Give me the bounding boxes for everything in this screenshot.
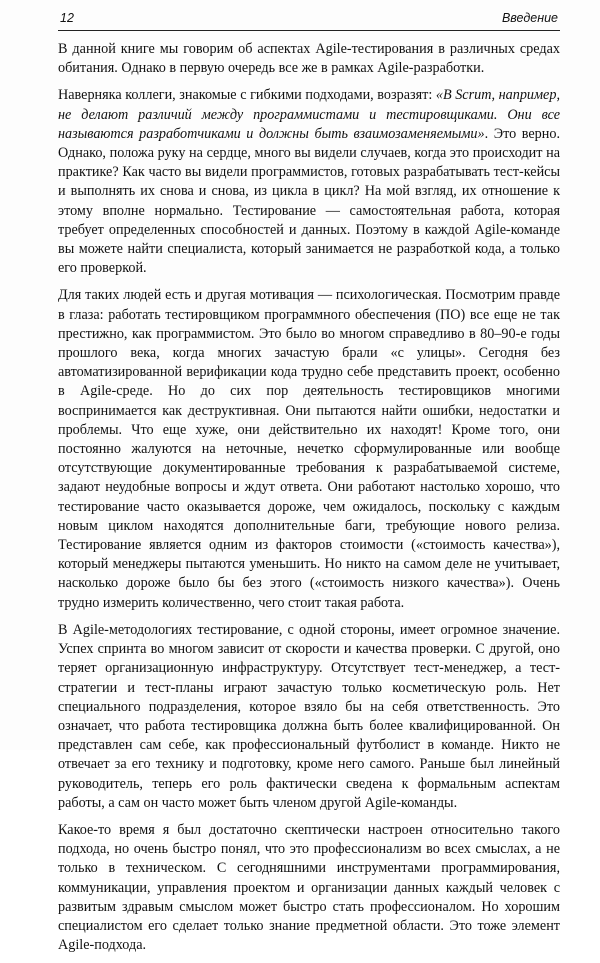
running-header <box>58 8 560 31</box>
paragraph-motivation: Для таких людей есть и другая мотивация — психологическая. Посмотрим правде в глаза: работать тестировщиком программного обеспечения (ПО) все еще не так престижно, как программистом. Это было во многом справедливо в 80–90-е годы прошлого века, когда многих зачастую брали «с улицы». Сегодня без автоматизированной верификации кода трудно себе представить проект, особенно в Agile-среде. Но до сих пор деятельность тестировщиков многими воспринимается как деструктивная. Они пытаются найти ошибки, недостатки и проблемы. Что еще хуже, они действительно их находят! Кроме того, они постоянно жалуются на неточные, нечетко сформулированные или вообще отсутствующие документированные требования к разрабатываемой системе, задают неудобные вопросы и ждут ответа. Они работают настолько хорошо, что тестирование часто оказывается дороже, чем ожидалось, поскольку с каждым новым циклом находятся дополнительные баги, требующие нового релиза. Тестирование является одним из факторов стоимости («стоимость качества»), который менеджеры пытаются уменьшить. Но никто на самом деле не учитывает, насколько дороже было бы без этого («стоимость низкого качества»). Очень трудно измерить количественно, чего стоит такая работа. <box>58 287 560 611</box>
paragraph-scrum-lead: Наверняка коллеги, знакомые с гибкими подходами, возразят: <box>58 87 436 104</box>
page-number: 12 <box>60 11 74 25</box>
paragraph-professionalism: Какое-то время я был достаточно скептически настроен относительно такого подхода, но очень быстро понял, что это профессионализм во всех смыслах, а не только в техническом. С сегодняшними инструментами программирования, коммуникации, управления проектом и организации данных каждый человек с развитым здравым смыслом может быстро стать профессионалом. Но хорошим специалистом его сделает только знание предметной области. Это тоже элемент Agile-подхода. <box>58 821 560 954</box>
body-text <box>58 40 560 963</box>
section-title: Введение <box>501 11 558 25</box>
paragraph-scrum-rest: . Это верно. Однако, положа руку на сердце, много вы видели случаев, когда это происходит на практике? Как часто вы видели программистов, готовых разрабатывать тест-кейсы и выполнять их снова и снова, из цикла в цикл? На мой взгляд, их отношение к этому вполне нормально. Тестирование — самостоятельная работа, которая требует определенных способностей и данных. Поэтому в каждой Agile-команде вы можете найти специалиста, который занимается не разработкой кода, а только его проверкой. <box>58 125 560 277</box>
paragraph-agile-testing: В Agile-методологиях тестирование, с одной стороны, имеет огромное значение. Успех спринта во многом зависит от скорости и качества проверки. С другой, оно теряет организационную инфраструктуру. Отсутствует тест-менеджер, а тест-стратегии и тест-планы играют зачастую только косметическую роль. Нет специального подразделения, которое взяло бы на себя ответственность. Это означает, что работа тестировщика должна быть более квалифицированной. Он представлен сам себе, как профессиональный футболист в команде. Никто не отвечает за его технику и подготовку, кроме него самого. Раньше был линейный руководитель, теперь его роль фактически сведена к формальным аспектам работы, а сам он часто может быть членом другой Agile-команды. <box>58 621 560 811</box>
paragraph-scrum <box>58 86 560 278</box>
scrum-quote: «В Scrum, например, не делают различий между программистами и тестировщиками. Они все называются разработчиками и должны быть взаимозаменяемыми» <box>58 87 560 142</box>
paragraph-intro: В данной книге мы говорим об аспектах Agile-тестирования в различных средах обитания. Однако в первую очередь все же в рамках Agile-разработки. <box>58 41 560 77</box>
